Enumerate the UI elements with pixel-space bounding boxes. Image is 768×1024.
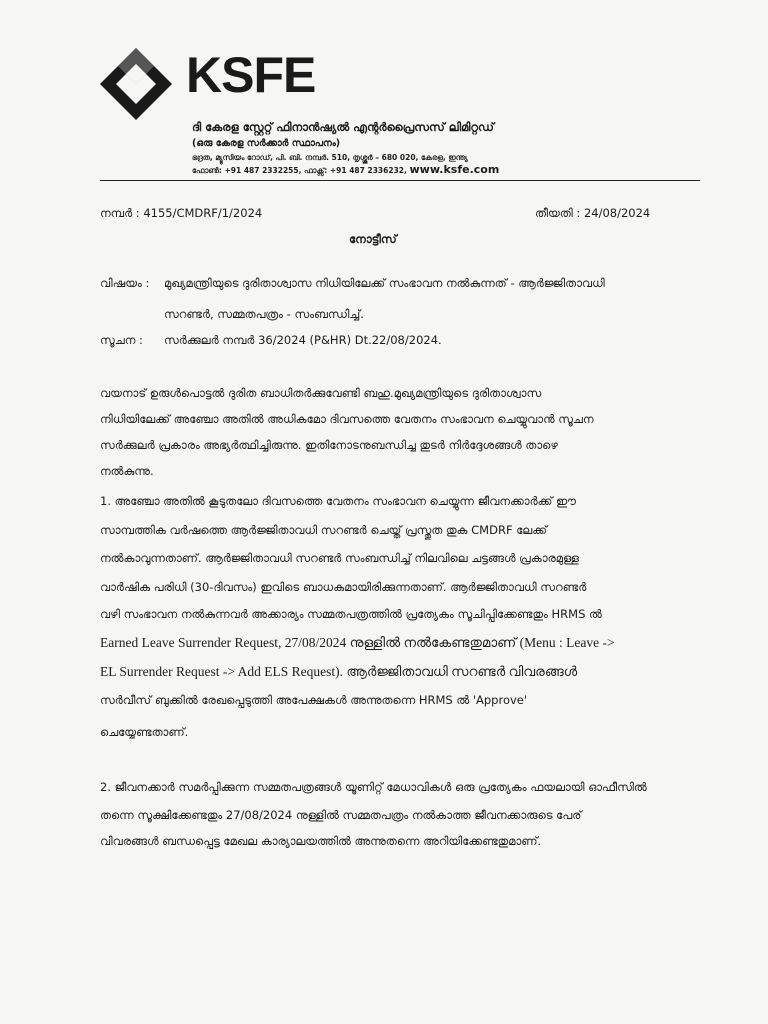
paragraph-line: വയനാട് ഉരുൾപൊട്ടൽ ദുരിത ബാധിതർക്കുവേണ്ടി ബഹു.മുഖ്യമന്ത്രിയുടെ ദുരിതാശ്വാസ [100,386,542,400]
contact-phone-fax: ഫോൺ: +91 487 2332255, ഫാക്സ്: +91 487 2336232, [192,166,407,175]
logo-wordmark: KSFE [186,47,316,103]
organization-contact [192,163,499,176]
subject-label: വിഷയം : [100,276,150,290]
subject-line-1: മുഖ്യമന്ത്രിയുടെ ദുരിതാശ്വാസ നിധിയിലേക്ക് സംഭാവന നൽകുന്നത് - ആർജ്ജിതാവധി [164,276,605,290]
header-divider [100,180,700,181]
paragraph-line: സാമ്പത്തിക വർഷത്തെ ആർജ്ജിതാവധി സറണ്ടർ ചെയ്ത് പ്രസ്തുത തുക CMDRF ലേക്ക് [100,523,547,537]
ksfe-logo-icon [100,48,172,120]
paragraph-line: 1. അഞ്ചോ അതിൽ കൂടുതലോ ദിവസത്തെ വേതനം സംഭാവന ചെയ്യുന്ന ജീവനക്കാർക്ക് ഈ [100,494,576,508]
reference-label: സൂചന : [100,333,143,347]
subject-line-2: സറണ്ടർ, സമ്മതപത്രം - സംബന്ധിച്ച്. [164,307,364,321]
reference-text: സർക്കുലർ നമ്പർ 36/2024 (P&HR) Dt.22/08/2024. [164,333,442,347]
paragraph-line: EL Surrender Request -> Add ELS Request). ആർജ്ജിതാവധി സറണ്ടർ വിവരങ്ങൾ [100,664,578,679]
paragraph-line: വാർഷിക പരിധി (30-ദിവസം) ഇവിടെ ബാധകമായിരിക്കുന്നതാണ്. ആർജ്ജിതാവധി സറണ്ടർ [100,580,587,594]
paragraph-line: ചെയ്യേണ്ടതാണ്. [100,725,189,739]
paragraph-line: വഴി സംഭാവന നൽകുന്നവർ അക്കാര്യം സമ്മതപത്രത്തിൽ പ്രത്യേകം സൂചിപ്പിക്കേണ്ടതും HRMS ൽ [100,607,602,621]
paragraph-line: സർവീസ് ബുക്കിൽ രേഖപ്പെടുത്തി അപേക്ഷകൾ അന്നുതന്നെ HRMS ൽ 'Approve' [100,693,528,707]
organization-address: ഭദ്രത, മ്യൂസിയം റോഡ്, പി. ബി. നമ്പർ. 510, തൃശ്ശൂർ – 680 020, കേരള, ഇന്ത്യ [192,153,468,162]
organization-name: ദി കേരള സ്റ്റേറ്റ് ഫിനാൻഷ്യൽ എന്റർപ്രൈസസ് ലിമിറ്റഡ് [192,120,494,134]
paragraph-line: തന്നെ സൂക്ഷിക്കേണ്ടതും 27/08/2024 നുള്ളിൽ സമ്മതപത്രം നൽകാത്ത ജീവനക്കാരുടെ പേര് [100,808,582,822]
document-date: തീയതി : 24/08/2024 [535,206,651,220]
paragraph-line: നിധിയിലേക്ക് അഞ്ചോ അതിൽ അധികമോ ദിവസത്തെ വേതനം സംഭാവന ചെയ്യുവാൻ സൂചന [100,412,594,426]
organization-subtitle: (ഒരു കേരള സർക്കാർ സ്ഥാപനം) [192,138,341,149]
paragraph-line: 2. ജീവനക്കാർ സമർപ്പിക്കുന്ന സമ്മതപത്രങ്ങൾ യൂണിറ്റ് മേധാവികൾ ഒരു പ്രത്യേകം ഫയലായി ഓഫീസിൽ [100,780,647,794]
notice-title: നോട്ടീസ് [349,232,397,246]
paragraph-line: നൽകുന്നു. [100,464,154,478]
paragraph-line: സർക്കുലർ പ്രകാരം അഭ്യർത്ഥിച്ചിരുന്നു. ഇതിനോടനുബന്ധിച്ച തുടർ നിർദ്ദേശങ്ങൾ താഴെ [100,438,558,452]
paragraph-line: വിവരങ്ങൾ ബന്ധപ്പെട്ട മേഖല കാര്യാലയത്തിൽ അന്നുതന്നെ അറിയിക്കേണ്ടതുമാണ്. [100,834,542,848]
website-link[interactable]: www.ksfe.com [409,163,500,176]
reference-number: നമ്പർ : 4155/CMDRF/1/2024 [100,206,263,220]
paragraph-line: Earned Leave Surrender Request, 27/08/2024 നുള്ളിൽ നൽകേണ്ടതുമാണ് (Menu : Leave -> [100,635,615,650]
paragraph-line: നൽകാവുന്നതാണ്. ആർജ്ജിതാവധി സറണ്ടർ സംബന്ധിച്ച് നിലവിലെ ചട്ടങ്ങൾ പ്രകാരമുള്ള [100,551,579,565]
